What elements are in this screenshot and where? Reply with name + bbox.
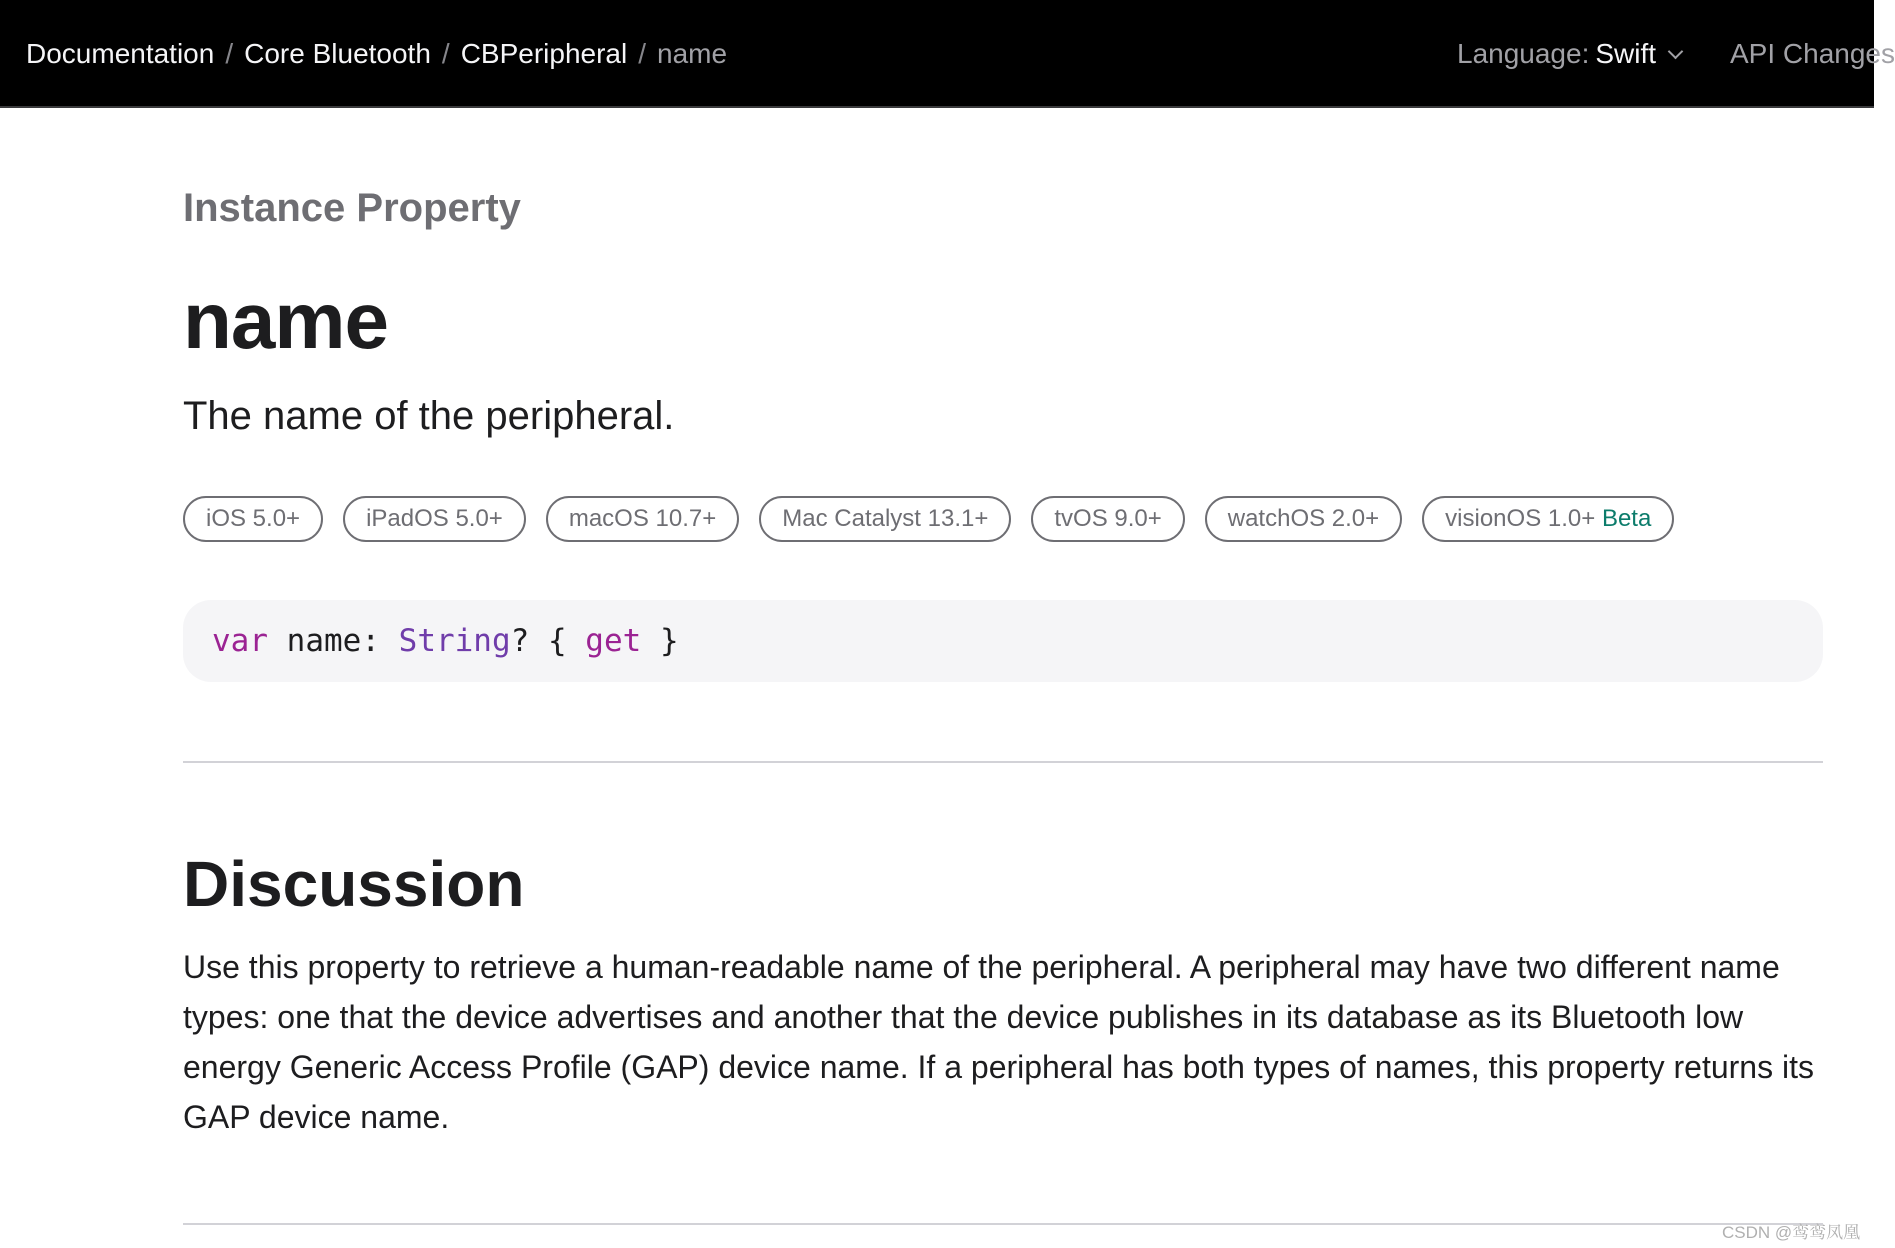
chevron-down-icon[interactable]: [1668, 44, 1684, 60]
api-changes-link[interactable]: API Changes: [1730, 38, 1895, 69]
code-close-brace: }: [641, 623, 679, 659]
watermark: CSDN @鸾鸾凤凰: [1722, 1223, 1861, 1242]
code-keyword-get: get: [585, 623, 642, 659]
code-identifier: name:: [268, 623, 399, 659]
symbol-kind-eyebrow: Instance Property: [183, 186, 521, 230]
code-punctuation: ? {: [510, 623, 586, 659]
breadcrumb-separator: /: [225, 38, 234, 69]
code-keyword-var: var: [212, 623, 268, 659]
section-divider: [183, 761, 1823, 763]
page-title: name: [183, 276, 388, 365]
beta-label: Beta: [1601, 505, 1652, 532]
availability-badge-visionos: [1422, 496, 1674, 542]
breadcrumb-cbperipheral[interactable]: CBPeripheral: [460, 38, 628, 69]
breadcrumb-separator: /: [441, 38, 450, 69]
availability-badge-watchos: watchOS 2.0+: [1205, 496, 1402, 542]
breadcrumb: [26, 36, 727, 72]
code-type-string[interactable]: String: [398, 623, 511, 659]
availability-badge-ios: iOS 5.0+: [183, 496, 323, 542]
language-label: Language:: [1457, 38, 1590, 69]
declaration-code-block: [183, 600, 1823, 682]
availability-badge-ipados: iPadOS 5.0+: [343, 496, 526, 542]
breadcrumb-documentation[interactable]: Documentation: [26, 38, 215, 69]
breadcrumb-core-bluetooth[interactable]: Core Bluetooth: [244, 38, 431, 69]
breadcrumb-current: name: [657, 38, 728, 69]
availability-badges: [183, 496, 1674, 542]
breadcrumb-separator: /: [638, 38, 647, 69]
availability-badge-tvos: tvOS 9.0+: [1031, 496, 1184, 542]
section-divider: [183, 1223, 1823, 1225]
availability-badge-mac-catalyst: Mac Catalyst 13.1+: [759, 496, 1011, 542]
language-selector[interactable]: [1457, 36, 1681, 72]
abstract: The name of the peripheral.: [183, 394, 675, 438]
discussion-text: Use this property to retrieve a human-readable name of the peripheral. A peripheral may have two different name types: one that the device advertises and another that the device publishes in its database as its Bluetooth low energy Generic Access Profile (GAP) device name. If a peripheral has both types of names, this property returns its GAP device name.: [183, 949, 1814, 1135]
discussion-heading: Discussion: [183, 848, 525, 920]
visionos-label: visionOS 1.0+: [1445, 505, 1596, 532]
language-value[interactable]: Swift: [1595, 38, 1657, 69]
availability-badge-macos: macOS 10.7+: [546, 496, 739, 542]
top-navigation-bar: [0, 0, 1895, 108]
